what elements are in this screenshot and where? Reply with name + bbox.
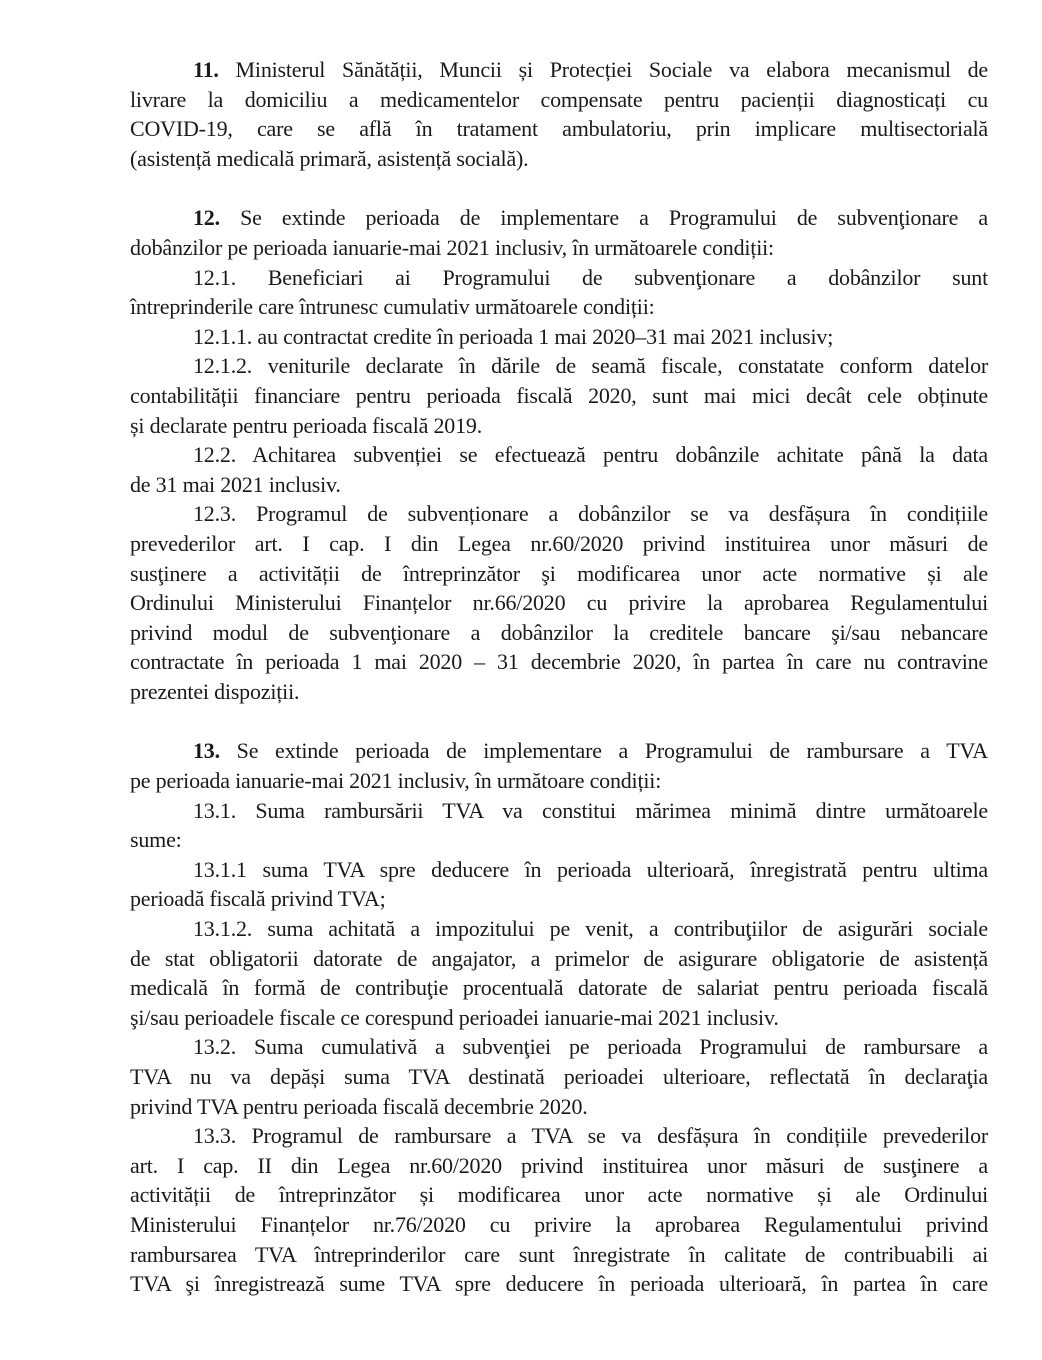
paragraph-12-1-2	[130, 351, 988, 440]
document-page	[130, 55, 988, 1299]
text-line: 12.1.2. veniturile declarate în dările de seamă fiscale, constatate conform datelor	[193, 353, 988, 379]
paragraph-12-3	[130, 499, 988, 706]
text-line: 13.1.1 suma TVA spre deducere în perioada ulterioară, înregistrată pentru ultima	[193, 856, 988, 882]
text-span: Ministerul Sănătății, Muncii și Protecției Sociale va elabora mecanismul de	[218, 57, 988, 82]
text-line: contractate în perioada 1 mai 2020 – 31 decembrie 2020, în partea în care nu contravine	[130, 649, 988, 675]
text-line: prezentei dispoziții.	[130, 678, 300, 704]
paragraph-12-1	[130, 263, 988, 322]
text-line: rambursarea TVA întreprinderilor care sunt înregistrate în calitate de contribuabili ai	[130, 1241, 988, 1267]
paragraph-13-3	[130, 1121, 988, 1299]
text-line: 13.3. Programul de rambursare a TVA se va desfășura în condițiile prevederilor	[193, 1123, 988, 1149]
text-line: medicală în formă de contribuţie procentuală datorate de salariat pentru perioada fiscală	[130, 975, 988, 1001]
paragraph-12	[130, 203, 988, 262]
text-line: 12.1. Beneficiari ai Programului de subvenţionare a dobânzilor sunt	[193, 264, 988, 290]
paragraph-11	[130, 55, 988, 173]
paragraph-13	[130, 736, 988, 795]
text-line: pe perioada ianuarie-mai 2021 inclusiv, în următoare condiții:	[130, 768, 662, 794]
text-line	[130, 203, 988, 233]
paragraph-number: 11.	[193, 57, 219, 82]
paragraph-13-1-2	[130, 914, 988, 1032]
paragraph-number: 12.	[193, 205, 220, 231]
text-line: TVA şi înregistrează sume TVA spre deducere în perioada ulterioară, în partea în care	[130, 1271, 988, 1297]
text-line	[130, 736, 988, 766]
text-line: 12.3. Programul de subvenționare a dobânzilor se va desfășura în condițiile	[193, 501, 988, 527]
text-span: Se extinde perioada de implementare a Programului de subvenţionare a	[219, 205, 988, 231]
text-line	[130, 55, 988, 85]
text-line: 13.1. Suma rambursării TVA va constitui mărimea minimă dintre următoarele	[193, 797, 988, 823]
text-line: perioadă fiscală privind TVA;	[130, 886, 386, 912]
text-line: prevederilor art. I cap. I din Legea nr.60/2020 privind instituirea unor măsuri de	[130, 530, 988, 556]
text-line: susţinere a activității de întreprinzător şi modificarea unor acte normative și ale	[130, 560, 988, 586]
paragraph-number: 13.	[193, 738, 220, 764]
text-line: TVA nu va depăși suma TVA destinată perioadei ulterioare, reflectată în declaraţia	[130, 1064, 988, 1089]
text-line: livrare la domiciliu a medicamentelor compensate pentru pacienții diagnosticați cu	[130, 86, 988, 112]
paragraph-12-1-1	[130, 322, 988, 352]
text-line: sume:	[130, 827, 182, 853]
text-span: Se extinde perioada de implementare a Programului de rambursare a TVA	[219, 738, 988, 764]
text-line: activității de întreprinzător și modificarea unor acte normative și ale Ordinului	[130, 1182, 988, 1208]
paragraph-12-2	[130, 440, 988, 499]
text-line: și declarate pentru perioada fiscală 2019.	[130, 412, 482, 438]
text-line: de 31 mai 2021 inclusiv.	[130, 471, 341, 497]
text-line: Ordinului Ministerului Finanțelor nr.66/2020 cu privire la aprobarea Regulamentului	[130, 590, 988, 616]
text-line: dobânzilor pe perioada ianuarie-mai 2021 inclusiv, în următoarele condiții:	[130, 234, 774, 260]
text-line: (asistență medicală primară, asistență socială).	[130, 145, 529, 171]
text-line: privind modul de subvenţionare a dobânzilor la creditele bancare şi/sau nebancare	[130, 619, 988, 645]
text-line: 12.2. Achitarea subvenției se efectuează pentru dobânzile achitate până la data	[193, 442, 988, 468]
text-line: întreprinderile care întrunesc cumulativ următoarele condiții:	[130, 294, 655, 320]
paragraph-gap	[130, 706, 988, 736]
text-line: şi/sau perioadele fiscale ce corespund perioadei ianuarie-mai 2021 inclusiv.	[130, 1004, 779, 1030]
paragraph-13-1-1	[130, 855, 988, 914]
text-line: art. I cap. II din Legea nr.60/2020 privind instituirea unor măsuri de susţinere a	[130, 1152, 988, 1178]
text-line: 13.1.2. suma achitată a impozitului pe venit, a contribuţiilor de asigurări sociale	[193, 916, 988, 942]
paragraph-13-2	[130, 1032, 988, 1121]
text-line: de stat obligatorii datorate de angajator, a primelor de asigurare obligatorie de asistență	[130, 945, 988, 971]
text-line: contabilității financiare pentru perioada fiscală 2020, sunt mai mici decât cele obținute	[130, 382, 988, 408]
text-line: 13.2. Suma cumulativă a subvenţiei pe perioada Programului de rambursare a	[193, 1034, 988, 1060]
paragraph-gap	[130, 173, 988, 203]
text-line: 12.1.1. au contractat credite în perioada 1 mai 2020–31 mai 2021 inclusiv;	[193, 323, 834, 349]
text-line: COVID-19, care se află în tratament ambulatoriu, prin implicare multisectorială	[130, 116, 988, 142]
text-line: Ministerului Finanțelor nr.76/2020 cu privire la aprobarea Regulamentului privind	[130, 1211, 988, 1237]
text-line: privind TVA pentru perioada fiscală decembrie 2020.	[130, 1093, 588, 1119]
paragraph-13-1	[130, 796, 988, 855]
